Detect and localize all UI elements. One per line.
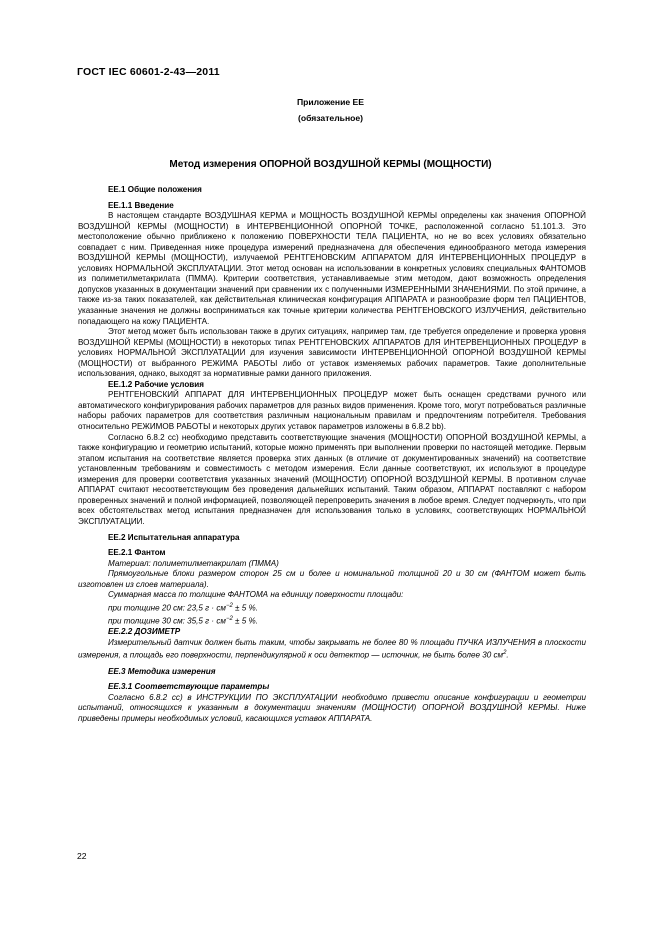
phantom-material: Материал: полиметилметакрилат (ПММА) xyxy=(108,558,279,568)
subsection-heading: ЕЕ.1.1 Введение xyxy=(108,200,174,210)
section-heading: ЕЕ.3 Методика измерения xyxy=(108,666,216,676)
paragraph: В настоящем стандарте ВОЗДУШНАЯ КЕРМА и МОЩНОСТЬ ВОЗДУШНОЙ КЕРМЫ определены как значения ОПОРНОЙ ВОЗДУШНОЙ КЕРМЫ (МОЩНОСТИ) в ИНТЕРВЕНЦИОННОЙ ОПОРНОЙ ТОЧКЕ, расположенной согласно 51.101.3. Это местоположение обычно приближено к положению ПОВЕРХНОСТИ ТЕЛА ПАЦИЕНТА, но не во всех условиях обязательно совпадает с ним. Приведенная ниже процедура измерений предназначена для обеспечения единообразного метода измерения ВОЗДУШНОЙ КЕРМЫ (МОЩНОСТИ), излучаемой РЕНТГЕНОВСКИМ АППАРАТОМ ДЛЯ ИНТЕРВЕНЦИОННЫХ ПРОЦЕДУР в условиях НОРМАЛЬНОЙ ЭКСПЛУАТАЦИИ. Этот метод основан на использовании в конкретных условиях специальных ФАНТОМОВ из полиметилметакрилата (ПММА). Критерии соответствия, устанавливаемые этим методом, дают возможность определения допусков указанных в документации значений при сравнении их с полученными ИЗМЕРЕННЫМИ ЗНАЧЕНИЯМИ. По этой причине, а также из-за таких показателей, как действительная клиническая конфигурация АППАРАТА и разнообразие форм тел ПАЦИЕНТОВ, указанные значения не должны восприниматься как точные критерии количества РЕНТГЕНОВСКОГО ИЗЛУЧЕНИЯ, действительно попадающего на кожу ПАЦИЕНТА. xyxy=(78,211,586,326)
page-title: Метод измерения ОПОРНОЙ ВОЗДУШНОЙ КЕРМЫ (МОЩНОСТИ) xyxy=(169,159,492,170)
phantom-thickness-30: при толщине 30 см: 35,5 $г \cdot см^{-2} \pm 5$ %. xyxy=(108,616,258,626)
document-body xyxy=(78,185,586,724)
section-heading: ЕЕ.2 Испытательная аппаратура xyxy=(108,532,240,542)
subsection-heading: ЕЕ.3.1 Соответствующие параметры xyxy=(108,682,270,692)
paragraph: РЕНТГЕНОВСКИЙ АППАРАТ ДЛЯ ИНТЕРВЕНЦИОННЫХ ПРОЦЕДУР может быть оснащен средствами ручного или автоматического конфигурирования рабочих параметров для разных видов применения. Кроме того, могут потребоваться различные наборы рабочих параметров для соответствия различным национальным правилам и предпочтениям потребителя. Требования относительно РЕЖИМОВ РАБОТЫ и некоторых других уставок параметров изложены в 6.8.2 bb). xyxy=(78,390,586,432)
paragraph: Согласно 6.8.2 cc) в ИНСТРУКЦИИ ПО ЭКСПЛУАТАЦИИ необходимо привести описание конфигурации и геометрии испытаний, относящихся к указанным в документации значениям (МОЩНОСТИ) ОПОРНОЙ ВОЗДУШНОЙ КЕРМЫ. Ниже приведены примеры необходимых условий, касающихся уставок АППАРАТА. xyxy=(78,692,586,723)
annex-status: (обязательное) xyxy=(297,113,364,123)
subsection-heading: ЕЕ.2.1 Фантом xyxy=(108,548,166,558)
paragraph: Этот метод может быть использован также в других ситуациях, например там, где требуется определение и проверка уровня ВОЗДУШНОЙ КЕРМЫ (МОЩНОСТИ) в некоторых типах РЕНТГЕНОВСКИХ АППАРАТОВ ДЛЯ ИНТЕРВЕНЦИОННЫХ ПРОЦЕДУР в условиях НОРМАЛЬНОЙ ЭКСПЛУАТАЦИИ для изучения зависимости ИНТЕРВЕНЦИОННОЙ ОПОРНОЙ ВОЗДУШНОЙ КЕРМЫ (МОЩНОСТИ) от выбранного РЕЖИМА РАБОТЫ либо от уставок изменяемых рабочих параметров. Такие дополнительные использования, однако, выходят за нормативные рамки данного приложения. xyxy=(78,327,586,379)
subsection-heading: ЕЕ.2.2 ДОЗИМЕТР xyxy=(108,627,181,637)
standard-header: ГОСТ IEC 60601-2-43—2011 xyxy=(77,66,220,78)
paragraph: Измерительный датчик должен быть таким, чтобы закрывать не более 80 % площади ПУЧКА ИЗЛУЧЕНИЯ в плоскости измерения, а площадь его поверхности, перпендикулярной к оси детектор — источник, не быть более 30 $см^2$. xyxy=(78,637,586,661)
subsection-heading: ЕЕ.1.2 Рабочие условия xyxy=(108,379,204,389)
page-number: 22 xyxy=(77,851,87,861)
phantom-mass: Суммарная масса по толщине ФАНТОМА на единицу поверхности площади: xyxy=(108,590,404,600)
annex-title: Приложение ЕЕ xyxy=(296,97,365,107)
phantom-blocks: Прямоугольные блоки размером сторон 25 см и более и номинальной толщиной 20 и 30 см (ФАНТОМ может быть изготовлен из слоев материала). xyxy=(78,569,586,589)
phantom-thickness-20: при толщине 20 см: 23,5 $г \cdot см^{-2} \pm 5$ %. xyxy=(108,602,258,613)
section-heading: ЕЕ.1 Общие положения xyxy=(108,185,202,194)
paragraph: Согласно 6.8.2 cc) необходимо представить соответствующие значения (МОЩНОСТИ) ОПОРНОЙ ВОЗДУШНОЙ КЕРМЫ, а также конфигурацию и геометрию испытаний, которые можно применять при выполнении проверки по настоящей методике. Первым этапом испытания на соответствие является проверка этих данных (в отличие от документированных значений) на соответствие установленным требованиям и совместимость с методом измерения. Если данные соответствуют, их используют в процедуре измерения для проверки соответствия указанных значений (МОЩНОСТИ) ОПОРНОЙ ВОЗДУШНОЙ КЕРМЫ. В противном случае АППАРАТ считают несоответствующим без проведения дальнейших испытаний. Таким образом, АППАРАТ поставляют с набором проверенных значений и полной информацией, позволяющей перепроверить значения в любое время. Следует подчеркнуть, что при всех обстоятельствах метод испытания предназначен для использования только в условиях, соответствующих НОРМАЛЬНОЙ ЭКСПЛУАТАЦИИ. xyxy=(78,432,586,526)
